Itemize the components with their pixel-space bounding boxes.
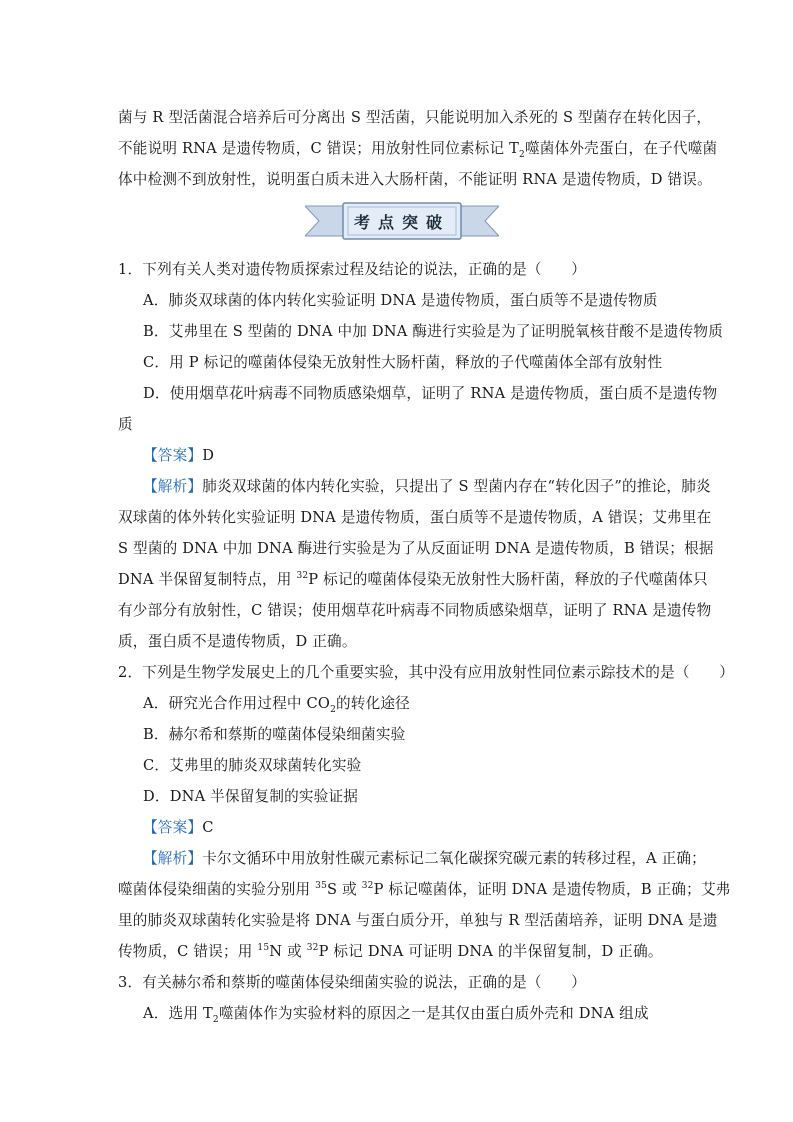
- q1-analysis-2: 双球菌的体外转化实验证明 DNA 是遗传物质，蛋白质等不是遗传物质，A 错误；艾弗里在: [118, 509, 712, 526]
- q1-option-d: D．使用烟草花叶病毒不同物质感染烟草，证明了 RNA 是遗传物质，蛋白质不是遗传物: [143, 385, 718, 402]
- banner-title: 考点突破: [353, 212, 450, 232]
- q1-option-a: A．肺炎双球菌的体内转化实验证明 DNA 是遗传物质，蛋白质等不是遗传物质: [143, 292, 658, 309]
- q2-option-c: C．艾弗里的肺炎双球菌转化实验: [143, 757, 362, 774]
- q2-analysis-3: 里的肺炎双球菌转化实验是将 DNA 与蛋白质分开，单独与 R 型活菌培养，证明 DNA 是遗: [118, 912, 718, 929]
- q2-answer: 【答案】C: [143, 819, 214, 836]
- q2-option-d: D．DNA 半保留复制的实验证据: [143, 788, 359, 805]
- q1-option-b: B．艾弗里在 S 型菌的 DNA 中加 DNA 酶进行实验是为了证明脱氧核苷酸不是遗传物质: [143, 323, 723, 340]
- q2-analysis-1: 【解析】卡尔文循环中用放射性碳元素标记二氧化碳探究碳元素的转移过程，A 正确；: [143, 850, 706, 867]
- answer-tag: 【答案】: [143, 819, 203, 836]
- q1-answer: 【答案】D: [143, 447, 215, 464]
- q2-option-b: B．赫尔希和蔡斯的噬菌体侵染细菌实验: [143, 726, 406, 743]
- analysis-tag: 【解析】: [143, 478, 203, 495]
- intro-line-2: 不能说明 RNA 是遗传物质，C 错误；用放射性同位素标记 $T_2$噬菌体外壳蛋白，在子代噬菌: [118, 140, 718, 160]
- intro-line-1: 菌与 R 型活菌混合培养后可分离出 S 型活菌，只能说明加入杀死的 S 型菌存在转化因子，: [118, 109, 712, 126]
- q1-analysis-5: 有少部分有放射性，C 错误；使用烟草花叶病毒不同物质感染烟草，证明了 RNA 是遗传物: [118, 602, 712, 619]
- q1-analysis-3: S 型菌的 DNA 中加 DNA 酶进行实验是为了从反面证明 DNA 是遗传物质，B 错误；根据: [118, 540, 714, 557]
- q2-analysis-2: 噬菌体侵染细菌的实验分别用 $^{35}$S 或 $^{32}$P 标记噬菌体，证明 DNA 是遗传物质，B 正确；艾弗: [118, 881, 731, 898]
- analysis-tag: 【解析】: [143, 850, 203, 867]
- q1-option-c: C．用 P 标记的噬菌体侵染无放射性大肠杆菌，释放的子代噬菌体全部有放射性: [143, 354, 663, 371]
- answer-tag: 【答案】: [143, 447, 203, 464]
- section-banner: [305, 200, 499, 242]
- q3-stem: 3．有关赫尔希和蔡斯的噬菌体侵染细菌实验的说法，正确的是（ ）: [118, 974, 587, 991]
- q2-option-a: A．研究光合作用过程中 $CO_2$的转化途径: [143, 695, 410, 715]
- q1-analysis-6: 质，蛋白质不是遗传物质，D 正确。: [118, 633, 357, 650]
- q1-analysis-1: 【解析】肺炎双球菌的体内转化实验，只提出了 S 型菌内存在“转化因子”的推论，肺炎: [143, 478, 711, 495]
- q3-option-a: A．选用 $T_2$噬菌体作为实验材料的原因之一是其仅由蛋白质外壳和 DNA 组成: [143, 1005, 649, 1025]
- intro-line-3: 体中检测不到放射性，说明蛋白质未进入大肠杆菌，不能证明 RNA 是遗传物质，D 错误。: [118, 171, 712, 188]
- q1-stem: 1．下列有关人类对遗传物质探索过程及结论的说法，正确的是（ ）: [118, 261, 587, 278]
- q1-analysis-4: DNA 半保留复制特点，用 $^{32}$P 标记的噬菌体侵染无放射性大肠杆菌，释放的子代噬菌体只: [118, 571, 708, 588]
- q2-stem: 2．下列是生物学发展史上的几个重要实验，其中没有应用放射性同位素示踪技术的是（ ）: [118, 664, 735, 681]
- q2-analysis-4: 传物质，C 错误；用 $^{15}$N 或 $^{32}$P 标记 DNA 可证明 DNA 的半保留复制，D 正确。: [118, 943, 663, 960]
- q1-option-d-cont: 质: [118, 416, 133, 433]
